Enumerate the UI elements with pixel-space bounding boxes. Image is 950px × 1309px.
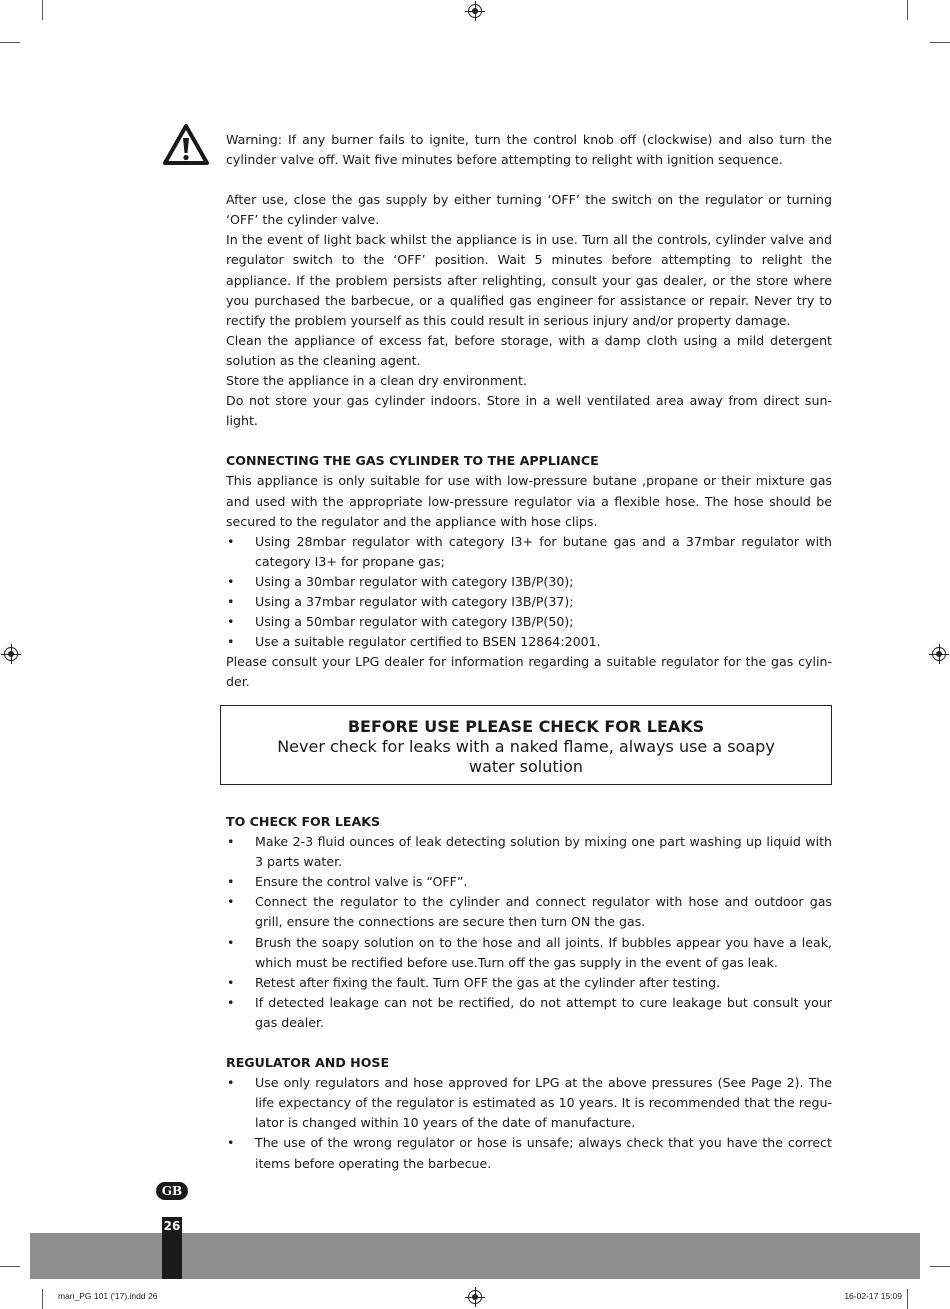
paragraph: Please consult your LPG dealer for information regarding a suitable regulator for the gas cylin-der. [226,654,832,690]
list-item: • The use of the wrong regulator or hose is unsafe; always check that you have the correct items before operating the barbecue. [226,1133,832,1173]
list-item: • Retest after fixing the fault. Turn OFF the gas at the cylinder after testing. [226,973,832,993]
paragraph: This appliance is only suitable for use with low-pressure butane ,propane or their mixture gas and used with the appropriate low-pressure regulator via a flexible hose. The hose should be secured to the regulator and the appliance with hose clips. [226,473,832,529]
list-item: • Using a 50mbar regulator with category I3B/P(50); [226,612,832,632]
page-number: 26 [163,1219,181,1233]
language-badge: GB [156,1182,188,1200]
print-slug-file: man_PG 101 ('17).indd 26 [58,1291,158,1301]
leak-box-title: BEFORE USE PLEASE CHECK FOR LEAKS [347,717,705,736]
leak-warning-box [220,705,832,785]
registration-mark-icon [468,4,482,18]
main-text [226,130,832,692]
crop-mark [930,42,950,43]
section-heading-regulator: REGULATOR AND HOSE [226,1055,390,1071]
registration-mark-icon [932,647,946,661]
section-heading-connecting: CONNECTING THE GAS CYLINDER TO THE APPLIANCE [226,453,599,469]
bullet-list [226,532,832,653]
lower-text [226,812,832,1174]
registration-mark-icon [4,647,18,661]
crop-mark [42,0,43,20]
bullet-list [226,832,832,1033]
crop-mark [42,1289,43,1309]
list-item: • Ensure the control valve is “OFF”. [226,872,832,892]
crop-mark [907,0,908,20]
crop-mark [0,42,20,43]
list-item: • Brush the soapy solution on to the hose and all joints. If bubbles appear you have a leak, which must be rectified before use.Turn off the gas supply in the event of gas leak. [226,933,832,973]
list-item: • Use a suitable regulator certified to BSEN 12864:2001. [226,632,832,652]
warning-text: Warning: If any burner fails to ignite, turn the control knob off (clockwise) and also turn the cylinder valve off. Wait five minutes before attempting to relight with ignition sequence. [226,132,832,168]
paragraph: Do not store your gas cylinder indoors. Store in a well ventilated area away from direct sun-light. [226,393,832,429]
leak-box-line: Never check for leaks with a naked flame, always use a soapy [277,737,775,756]
list-item: • If detected leakage can not be rectified, do not attempt to cure leakage but consult your gas dealer. [226,993,832,1033]
section-heading-check-leaks: TO CHECK FOR LEAKS [226,814,381,829]
paragraph: Store the appliance in a clean dry environment. [226,373,527,389]
list-item: • Using 28mbar regulator with category I3+ for butane gas and a 37mbar regulator with category I3+ for propane gas; [226,532,832,572]
warning-triangle-icon [163,123,209,165]
paragraph: After use, close the gas supply by either turning ‘OFF’ the switch on the regulator or turning ‘OFF’ the cylinder valve. [226,192,832,228]
list-item: • Using a 37mbar regulator with category I3B/P(37); [226,592,832,612]
list-item: • Use only regulators and hose approved for LPG at the above pressures (See Page 2). The life expectancy of the regulator is estimated as 10 years. It is recommended that the regu-lator is changed within 10 years of the date of manufacture. [226,1073,832,1133]
paragraph: In the event of light back whilst the appliance is in use. Turn all the controls, cylinder valve and regulator switch to the ‘OFF’ position. Wait 5 minutes before attempting to relight the appliance. If the problem persists after relighting, consult your gas dealer, or the store where you purchased the barbecue, or a qualified gas engineer for assistance or repair. Never try to rectify the problem yourself as this could result in serious injury and/or property damage. [226,232,832,328]
crop-mark [0,1266,20,1267]
leak-box-line: water solution [468,757,584,776]
paragraph: Clean the appliance of excess fat, before storage, with a damp cloth using a mild detergent solution as the cleaning agent. [226,332,832,368]
print-slug-date: 16-02-17 15:09 [844,1291,902,1301]
registration-mark-icon [468,1290,482,1304]
crop-mark [930,1266,950,1267]
list-item: • Make 2-3 fluid ounces of leak detecting solution by mixing one part washing up liquid with 3 parts water. [226,832,832,872]
list-item: • Connect the regulator to the cylinder and connect regulator with hose and outdoor gas grill, ensure the connections are secure then turn ON the gas. [226,892,832,932]
bullet-list [226,1073,832,1173]
list-item: • Using a 30mbar regulator with category I3B/P(30); [226,572,832,592]
crop-mark [907,1289,908,1309]
